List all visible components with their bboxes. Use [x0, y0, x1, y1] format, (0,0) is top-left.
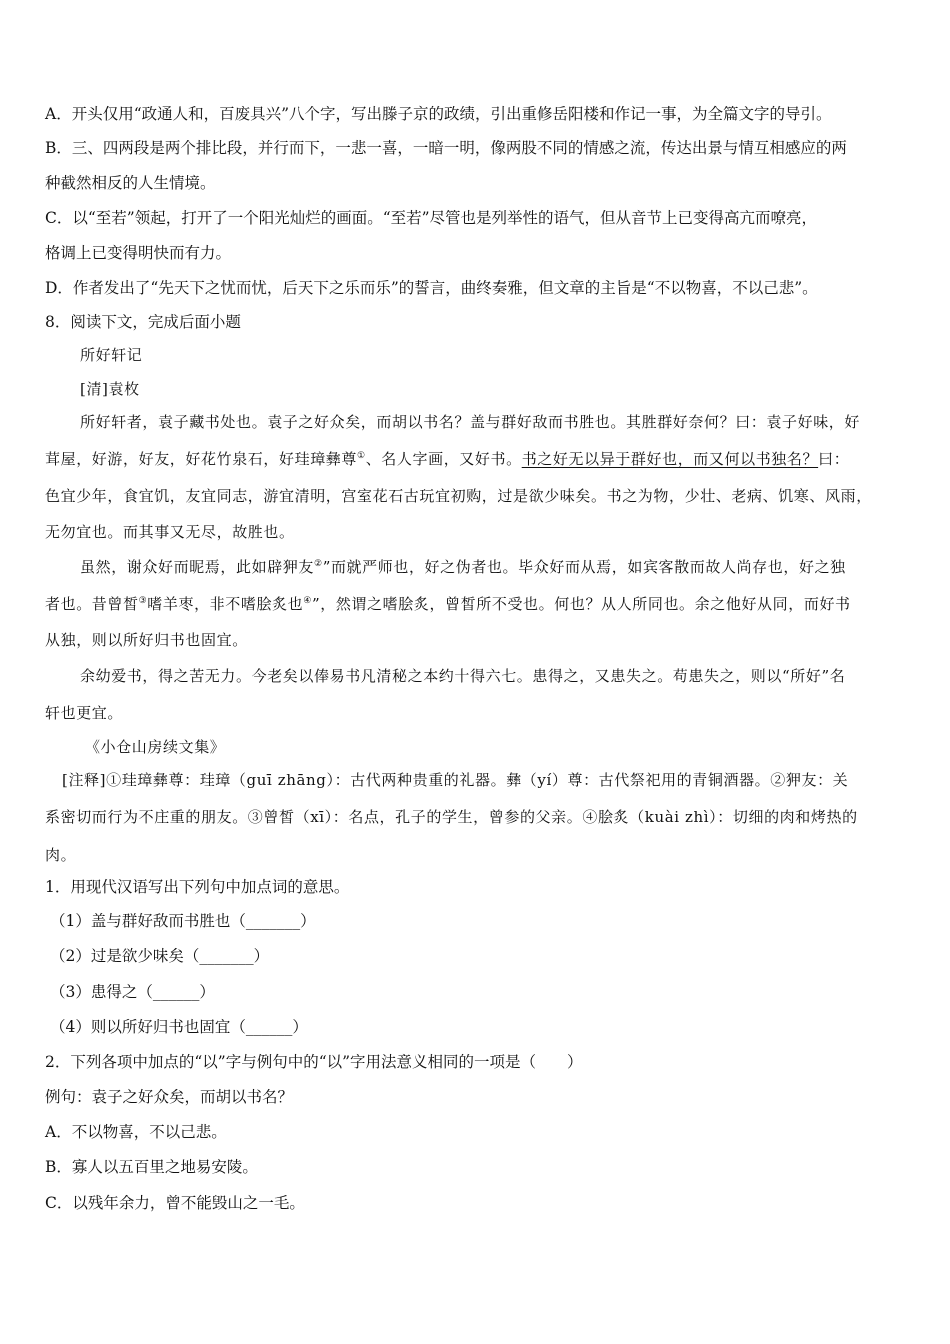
sub2-option-a: A．不以物喜，不以己悲。	[45, 1123, 227, 1141]
q7-option-b-line2: 种截然相反的人生情境。	[45, 174, 216, 192]
passage-p2-line3: 从独，则以所好归书也固宜。	[45, 631, 248, 649]
q8-heading: 8．阅读下文，完成后面小题	[45, 313, 241, 331]
note-line3: 肉。	[45, 846, 77, 864]
sub1-item-1: （1）盖与群好敌而书胜也（_______）	[50, 912, 316, 930]
passage-author: [清]袁枚	[80, 380, 140, 398]
passage-p3-line2: 轩也更宜。	[45, 704, 124, 722]
underlined-sentence: 书之好无以异于群好也，而又何以书独名？	[521, 450, 819, 468]
note-line1: [注释]①珪璋彝尊：珪璋（guī zhāng）：古代两种贵重的礼器。彝（yí）尊：古代祭祀用的青铜酒器。②狎友：关	[62, 771, 849, 789]
passage-p2-line1: 虽然，谢众好而昵焉，此如辟狎友②”而就严师也，好之伪者也。毕众好而从焉，如宾客散而故人尚存也，好之独	[80, 558, 846, 576]
sub2-option-b: B．寡人以五百里之地易安陵。	[45, 1158, 258, 1176]
footnote-mark-4: ④	[303, 596, 312, 606]
sub1-item-2: （2）过是欲少味矣（_______）	[50, 947, 270, 965]
passage-p1-line2: 茸屋，好游，好友，好花竹泉石，好珪璋彝尊①、名人字画，又好书。书之好无以异于群好也，而又何以书独名？曰：	[45, 450, 850, 468]
q7-option-b-line1: B．三、四两段是两个排比段，并行而下，一悲一喜，一暗一明，像两股不同的情感之流，传达出景与情互相感应的两	[45, 139, 847, 157]
footnote-mark-1: ①	[357, 451, 366, 461]
passage-p2-line2: 者也。昔曾皙③嗜羊枣，非不嗜脍炙也④”，然谓之嗜脍炙，曾皙所不受也。何也？从人所同也。余之他好从同，而好书	[45, 595, 851, 613]
note-line2: 系密切而行为不庄重的朋友。③曾皙（xī）：名点，孔子的学生，曾参的父亲。④脍炙（kuài zhì）：切细的肉和烤热的	[45, 808, 858, 826]
q7-option-a: A．开头仅用“政通人和，百废具兴”八个字，写出滕子京的政绩，引出重修岳阳楼和作记一事，为全篇文字的导引。	[45, 105, 832, 123]
q7-option-c-line2: 格调上已变得明快而有力。	[45, 244, 232, 262]
passage-source: 《小仓山房续文集》	[85, 738, 226, 756]
footnote-mark-2: ②	[314, 559, 323, 569]
passage-p3-line1: 余幼爱书，得之苦无力。今老矣以俸易书凡清秘之本约十得六七。患得之，又患失之。苟患失之，则以“所好”名	[80, 667, 846, 685]
sub1-stem: 1．用现代汉语写出下列句中加点词的意思。	[45, 878, 350, 896]
sub2-option-c: C．以残年余力，曾不能毁山之一毛。	[45, 1194, 305, 1212]
q7-option-d: D．作者发出了“先天下之忧而忧，后天下之乐而乐”的誓言，曲终奏雅，但文章的主旨是“不以物喜，不以己悲”。	[45, 279, 818, 297]
sub2-example: 例句：袁子之好众矣，而胡以书名？	[45, 1088, 294, 1106]
q7-option-c-line1: C．以“至若”领起，打开了一个阳光灿烂的画面。“至若”尽管也是列举性的语气，但从音节上已变得高亢而嘹亮，	[45, 209, 818, 227]
passage-p1-line3: 色宜少年，食宜饥，友宜同志，游宜清明，宫室花石古玩宜初购，过是欲少味矣。书之为物，少壮、老病、饥寒、风雨，	[45, 487, 872, 505]
sub2-stem: 2．下列各项中加点的“以”字与例句中的“以”字用法意义相同的一项是（ ）	[45, 1053, 583, 1071]
footnote-mark-3: ③	[138, 596, 148, 606]
passage-title: 所好轩记	[80, 346, 143, 364]
passage-p1-line4: 无勿宜也。而其事又无尽，故胜也。	[45, 523, 295, 541]
passage-p1-line1: 所好轩者，袁子藏书处也。袁子之好众矣，而胡以书名？盖与群好敌而书胜也。其胜群好奈何？曰：袁子好味，好	[80, 413, 861, 431]
sub1-item-3: （3）患得之（______）	[50, 983, 215, 1001]
sub1-item-4: （4）则以所好归书也固宜（______）	[50, 1018, 308, 1036]
